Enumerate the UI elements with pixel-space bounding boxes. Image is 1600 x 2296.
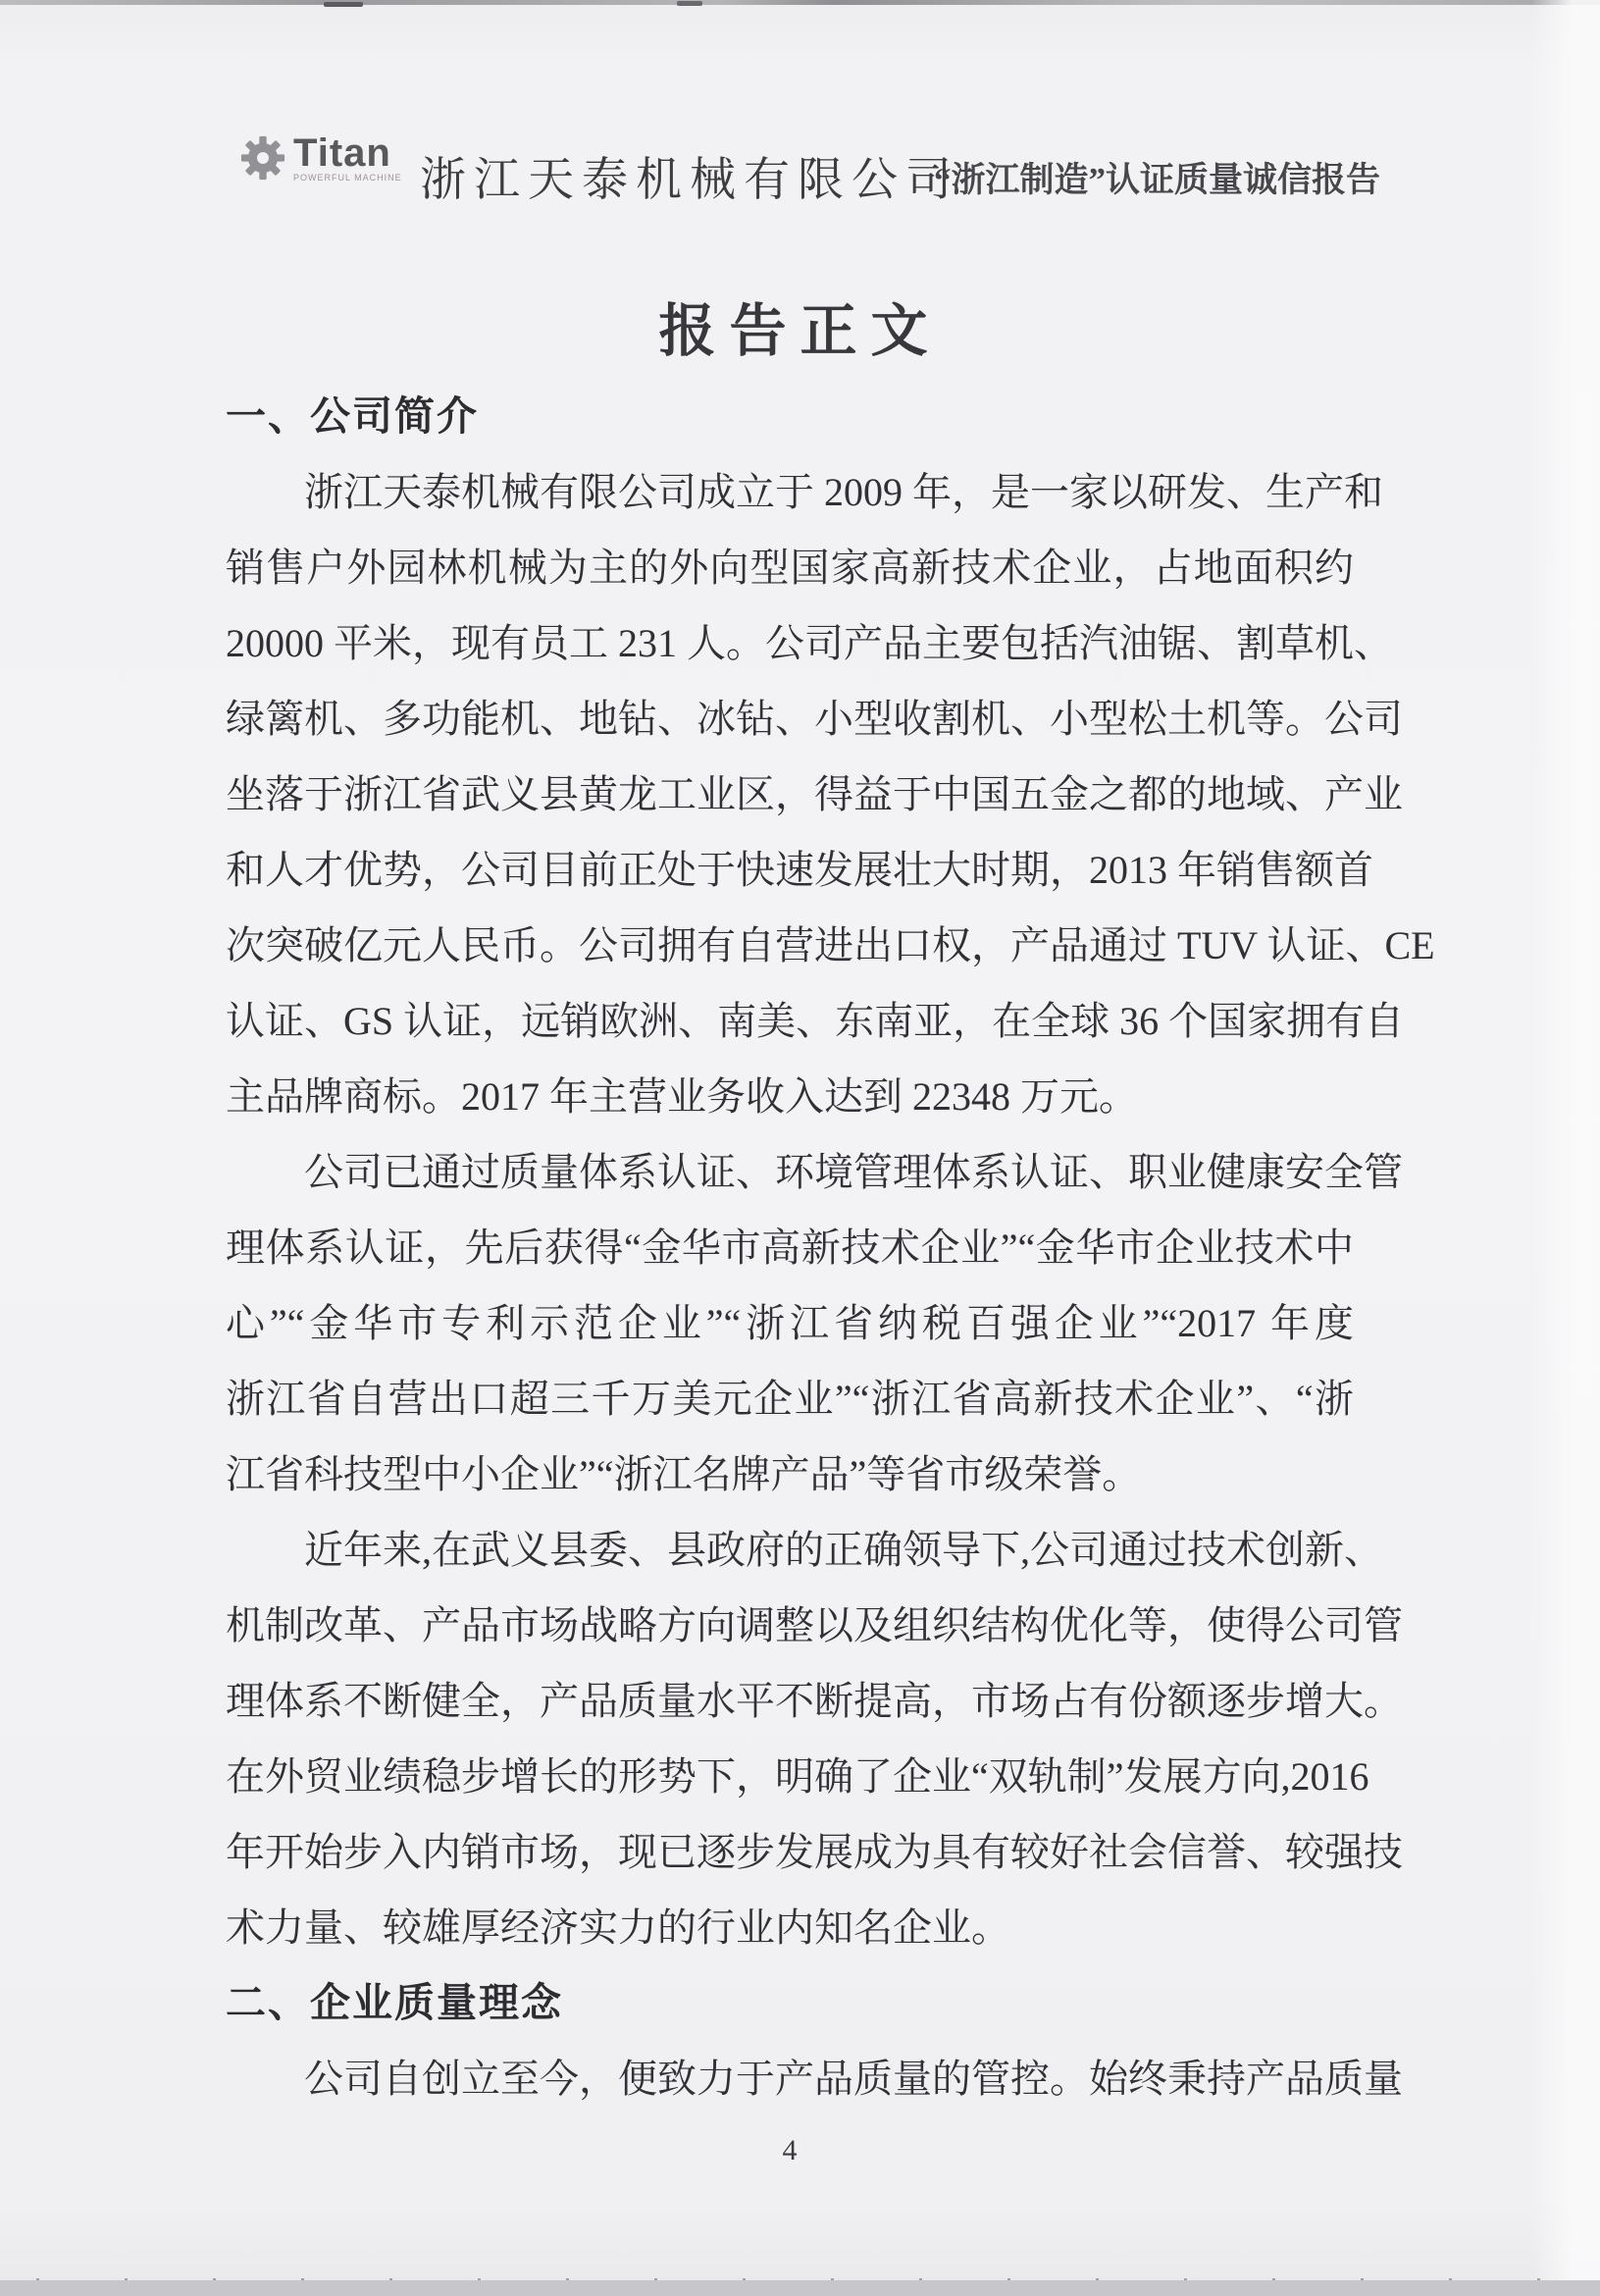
gear-icon — [240, 135, 285, 181]
text-line: 20000 平米，现有员工 231 人。公司产品主要包括汽油锯、割草机、 — [226, 621, 1393, 665]
section-heading: 一、公司简介 — [226, 393, 479, 439]
text-line: 机制改革、产品市场战略方向调整以及组织结构优化等，使得公司管 — [226, 1603, 1403, 1647]
text-line: 坐落于浙江省武义县黄龙工业区，得益于中国五金之都的地域、产业 — [226, 772, 1403, 816]
company-name: 浙江天泰机械有限公司 — [420, 155, 959, 206]
document-title: 报告正文 — [658, 299, 942, 363]
text-line: 认证、GS 认证，远销欧洲、南美、东南亚，在全球 36 个国家拥有自 — [226, 999, 1405, 1043]
logo-text — [293, 131, 402, 183]
text-line: 在外贸业绩稳步增长的形势下，明确了企业“双轨制”发展方向,2016 — [226, 1754, 1369, 1799]
report-badge: “浙江制造”认证质量诚信报告 — [934, 161, 1381, 199]
text-line: 近年来,在武义县委、县政府的正确领导下,公司通过技术创新、 — [304, 1528, 1383, 1572]
logo-brand: Titan — [293, 131, 391, 175]
text-line: 绿篱机、多功能机、地钻、冰钻、小型收割机、小型松土机等。公司 — [226, 697, 1403, 741]
text-line: 浙江天泰机械有限公司成立于 2009 年，是一家以研发、生产和 — [304, 470, 1383, 514]
text-line: 销售户外园林机械为主的外向型国家高新技术企业，占地面积约 — [226, 546, 1354, 590]
text-line: 次突破亿元人民币。公司拥有自营进出口权，产品通过 TUV 认证、CE — [226, 923, 1435, 967]
text-line: 公司已通过质量体系认证、环境管理体系认证、职业健康安全管 — [304, 1150, 1403, 1194]
scan-bottom-edge — [0, 2280, 1600, 2296]
text-line: 年开始步入内销市场，现已逐步发展成为具有较好社会信誉、较强技 — [226, 1830, 1403, 1874]
document-body — [226, 379, 1435, 2185]
text-line: 公司自创立至今，便致力于产品质量的管控。始终秉持产品质量 — [304, 2057, 1403, 2101]
logo-tagline: POWERFUL MACHINE — [293, 173, 402, 183]
text-line: 浙江省自营出口超三千万美元企业”“浙江省高新技术企业”、“浙 — [226, 1377, 1354, 1421]
text-line: 江省科技型中小企业”“浙江名牌产品”等省市级荣誉。 — [226, 1452, 1142, 1496]
text-line: 心”“金华市专利示范企业”“浙江省纳税百强企业”“2017 年度 — [226, 1301, 1354, 1345]
page-number: 4 — [782, 2134, 798, 2166]
text-line: 理体系认证，先后获得“金华市高新技术企业”“金华市企业技术中 — [226, 1226, 1354, 1270]
text-line: 主品牌商标。2017 年主营业务收入达到 22348 万元。 — [226, 1074, 1138, 1119]
section-heading: 二、企业质量理念 — [226, 1980, 563, 2025]
text-line: 理体系不断健全，产品质量水平不断提高，市场占有份额逐步增大。 — [226, 1679, 1403, 1723]
text-line: 和人才优势，公司目前正处于快速发展壮大时期，2013 年销售额首 — [226, 848, 1373, 892]
text-line: 术力量、较雄厚经济实力的行业内知名企业。 — [226, 1905, 1010, 1950]
page-header — [0, 0, 1600, 226]
company-logo — [240, 131, 402, 183]
